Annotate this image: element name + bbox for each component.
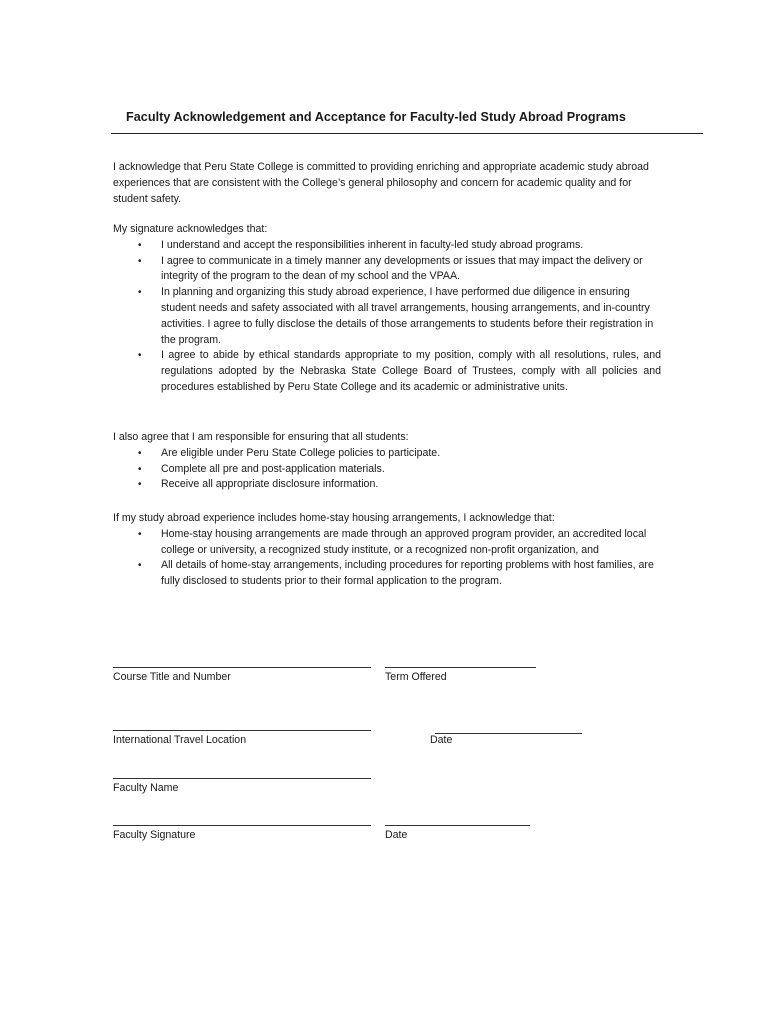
bullet-icon: •	[138, 560, 142, 572]
list-item	[113, 285, 661, 348]
list-item	[113, 238, 661, 254]
travel-location-line[interactable]	[113, 730, 371, 731]
faculty-name-label: Faculty Name	[113, 782, 179, 794]
acknowledgement-list-justified	[113, 348, 661, 395]
travel-location-label: International Travel Location	[113, 734, 247, 746]
bullet-icon: •	[138, 350, 142, 362]
date-label-2: Date	[385, 829, 408, 841]
bullet-icon: •	[138, 528, 142, 540]
intro-text: I acknowledge that Peru State College is committed to providing enriching and appropriate academic study abroad experiences that are consistent with the College’s general philosophy and concern for academic quality and for student safety.	[113, 161, 649, 205]
list-item-text: Complete all pre and post-application materials.	[161, 462, 385, 475]
document-title: Faculty Acknowledgement and Acceptance for Faculty-led Study Abroad Programs	[126, 110, 626, 124]
list-item	[113, 527, 661, 559]
acknowledgement-list	[113, 238, 661, 349]
date-line-1[interactable]	[435, 733, 582, 734]
faculty-signature-line[interactable]	[113, 825, 371, 826]
section-heading-students: I also agree that I am responsible for ensuring that all students:	[113, 431, 409, 443]
section-heading-acknowledges: My signature acknowledges that:	[113, 223, 268, 235]
acknowledgement-section	[113, 222, 661, 396]
bullet-icon: •	[138, 447, 142, 459]
course-title-label: Course Title and Number	[113, 671, 231, 683]
term-offered-label: Term Offered	[385, 671, 447, 683]
intro-paragraph	[113, 160, 661, 207]
list-item-text: I agree to abide by ethical standards appropriate to my position, comply with all resolutions, rules, and regulations adopted by the Nebraska State College Board of Trustees, comply with all policies and procedures established by Peru State College and its academic or administrative units.	[161, 349, 661, 393]
faculty-name-line[interactable]	[113, 778, 371, 779]
list-item	[113, 446, 661, 462]
list-item-text: In planning and organizing this study abroad experience, I have performed due diligence in ensuring student needs and safety associated with all travel arrangements, housing arrangements, and in-country activities. I agree to fully disclose the details of those arrangements to students before their registration in the program.	[161, 286, 654, 346]
list-item	[113, 558, 661, 590]
list-item-text: I agree to communicate in a timely manner any developments or issues that may impact the delivery or integrity of the program to the dean of my school and the VPAA.	[161, 254, 643, 283]
list-item	[113, 254, 661, 286]
list-item	[113, 462, 661, 478]
bullet-icon: •	[138, 479, 142, 491]
list-item-text: I understand and accept the responsibilities inherent in faculty-led study abroad programs.	[161, 238, 584, 251]
bullet-icon: •	[138, 463, 142, 475]
list-item	[113, 477, 661, 493]
bullet-icon: •	[138, 255, 142, 267]
home-stay-section	[113, 511, 661, 590]
term-offered-line[interactable]	[385, 667, 536, 668]
list-item-text: Home-stay housing arrangements are made through an approved program provider, an accredited local college or university, a recognized study institute, or a recognized non-profit organization, and	[161, 527, 647, 556]
bullet-icon: •	[138, 287, 142, 299]
list-item-text: Are eligible under Peru State College policies to participate.	[161, 446, 441, 459]
faculty-signature-label: Faculty Signature	[113, 829, 196, 841]
bullet-icon: •	[138, 239, 142, 251]
list-item-text: All details of home-stay arrangements, including procedures for reporting problems with host families, are fully disclosed to students prior to their formal application to the program.	[161, 559, 654, 588]
list-item	[113, 348, 661, 395]
date-line-2[interactable]	[385, 825, 530, 826]
home-stay-list	[113, 527, 661, 590]
course-title-line[interactable]	[113, 667, 371, 668]
student-responsibility-list	[113, 446, 661, 493]
student-responsibility-section	[113, 430, 661, 493]
list-item-text: Receive all appropriate disclosure information.	[161, 478, 379, 491]
date-label-1: Date	[430, 734, 453, 746]
section-heading-home-stay: If my study abroad experience includes home-stay housing arrangements, I acknowledge that:	[113, 512, 555, 524]
title-underline	[111, 133, 703, 134]
